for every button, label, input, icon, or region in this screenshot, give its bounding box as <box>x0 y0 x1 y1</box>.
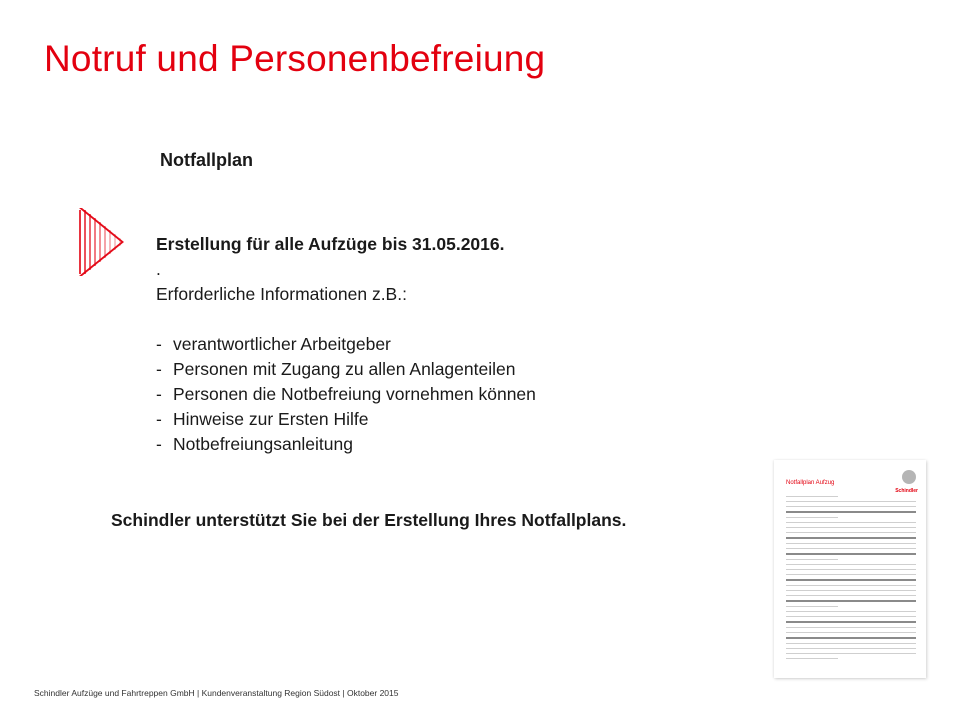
bullet-dash: - <box>156 334 162 354</box>
dot-line: . <box>156 259 161 279</box>
list-item <box>156 332 716 357</box>
content-block <box>156 232 716 457</box>
thumbnail-form-lines <box>786 496 916 663</box>
list-item <box>156 382 716 407</box>
support-statement: Schindler unterstützt Sie bei der Erstellung Ihres Notfallplans. <box>111 510 627 530</box>
section-subtitle: Notfallplan <box>160 150 253 170</box>
slide-title: Notruf und Personenbefreiung <box>44 38 546 79</box>
emergency-plan-thumbnail <box>774 460 926 678</box>
list-item-text: verantwortlicher Arbeitgeber <box>173 334 391 354</box>
bullet-dash: - <box>156 359 162 379</box>
footer-text: Schindler Aufzüge und Fahrtreppen GmbH | Kundenveranstaltung Region Südost | Oktober 2015 <box>34 688 399 698</box>
list-item <box>156 432 716 457</box>
list-item <box>156 407 716 432</box>
headline: Erstellung für alle Aufzüge bis 31.05.2016. <box>156 234 505 254</box>
bullet-dash: - <box>156 409 162 429</box>
requirements-list <box>156 332 716 457</box>
list-item-text: Personen die Notbefreiung vornehmen können <box>173 384 536 404</box>
schindler-logo-icon <box>902 470 916 484</box>
list-item-text: Personen mit Zugang zu allen Anlagenteilen <box>173 359 516 379</box>
intro-text: Erforderliche Informationen z.B.: <box>156 284 407 304</box>
chevron-arrow-icon <box>76 208 128 276</box>
list-item <box>156 357 716 382</box>
spacer <box>156 307 716 332</box>
list-item-text: Hinweise zur Ersten Hilfe <box>173 409 369 429</box>
bullet-dash: - <box>156 384 162 404</box>
list-item-text: Notbefreiungsanleitung <box>173 434 353 454</box>
thumbnail-brand: Schindler <box>895 488 918 494</box>
thumbnail-title: Notfallplan Aufzug <box>786 480 835 486</box>
bullet-dash: - <box>156 434 162 454</box>
